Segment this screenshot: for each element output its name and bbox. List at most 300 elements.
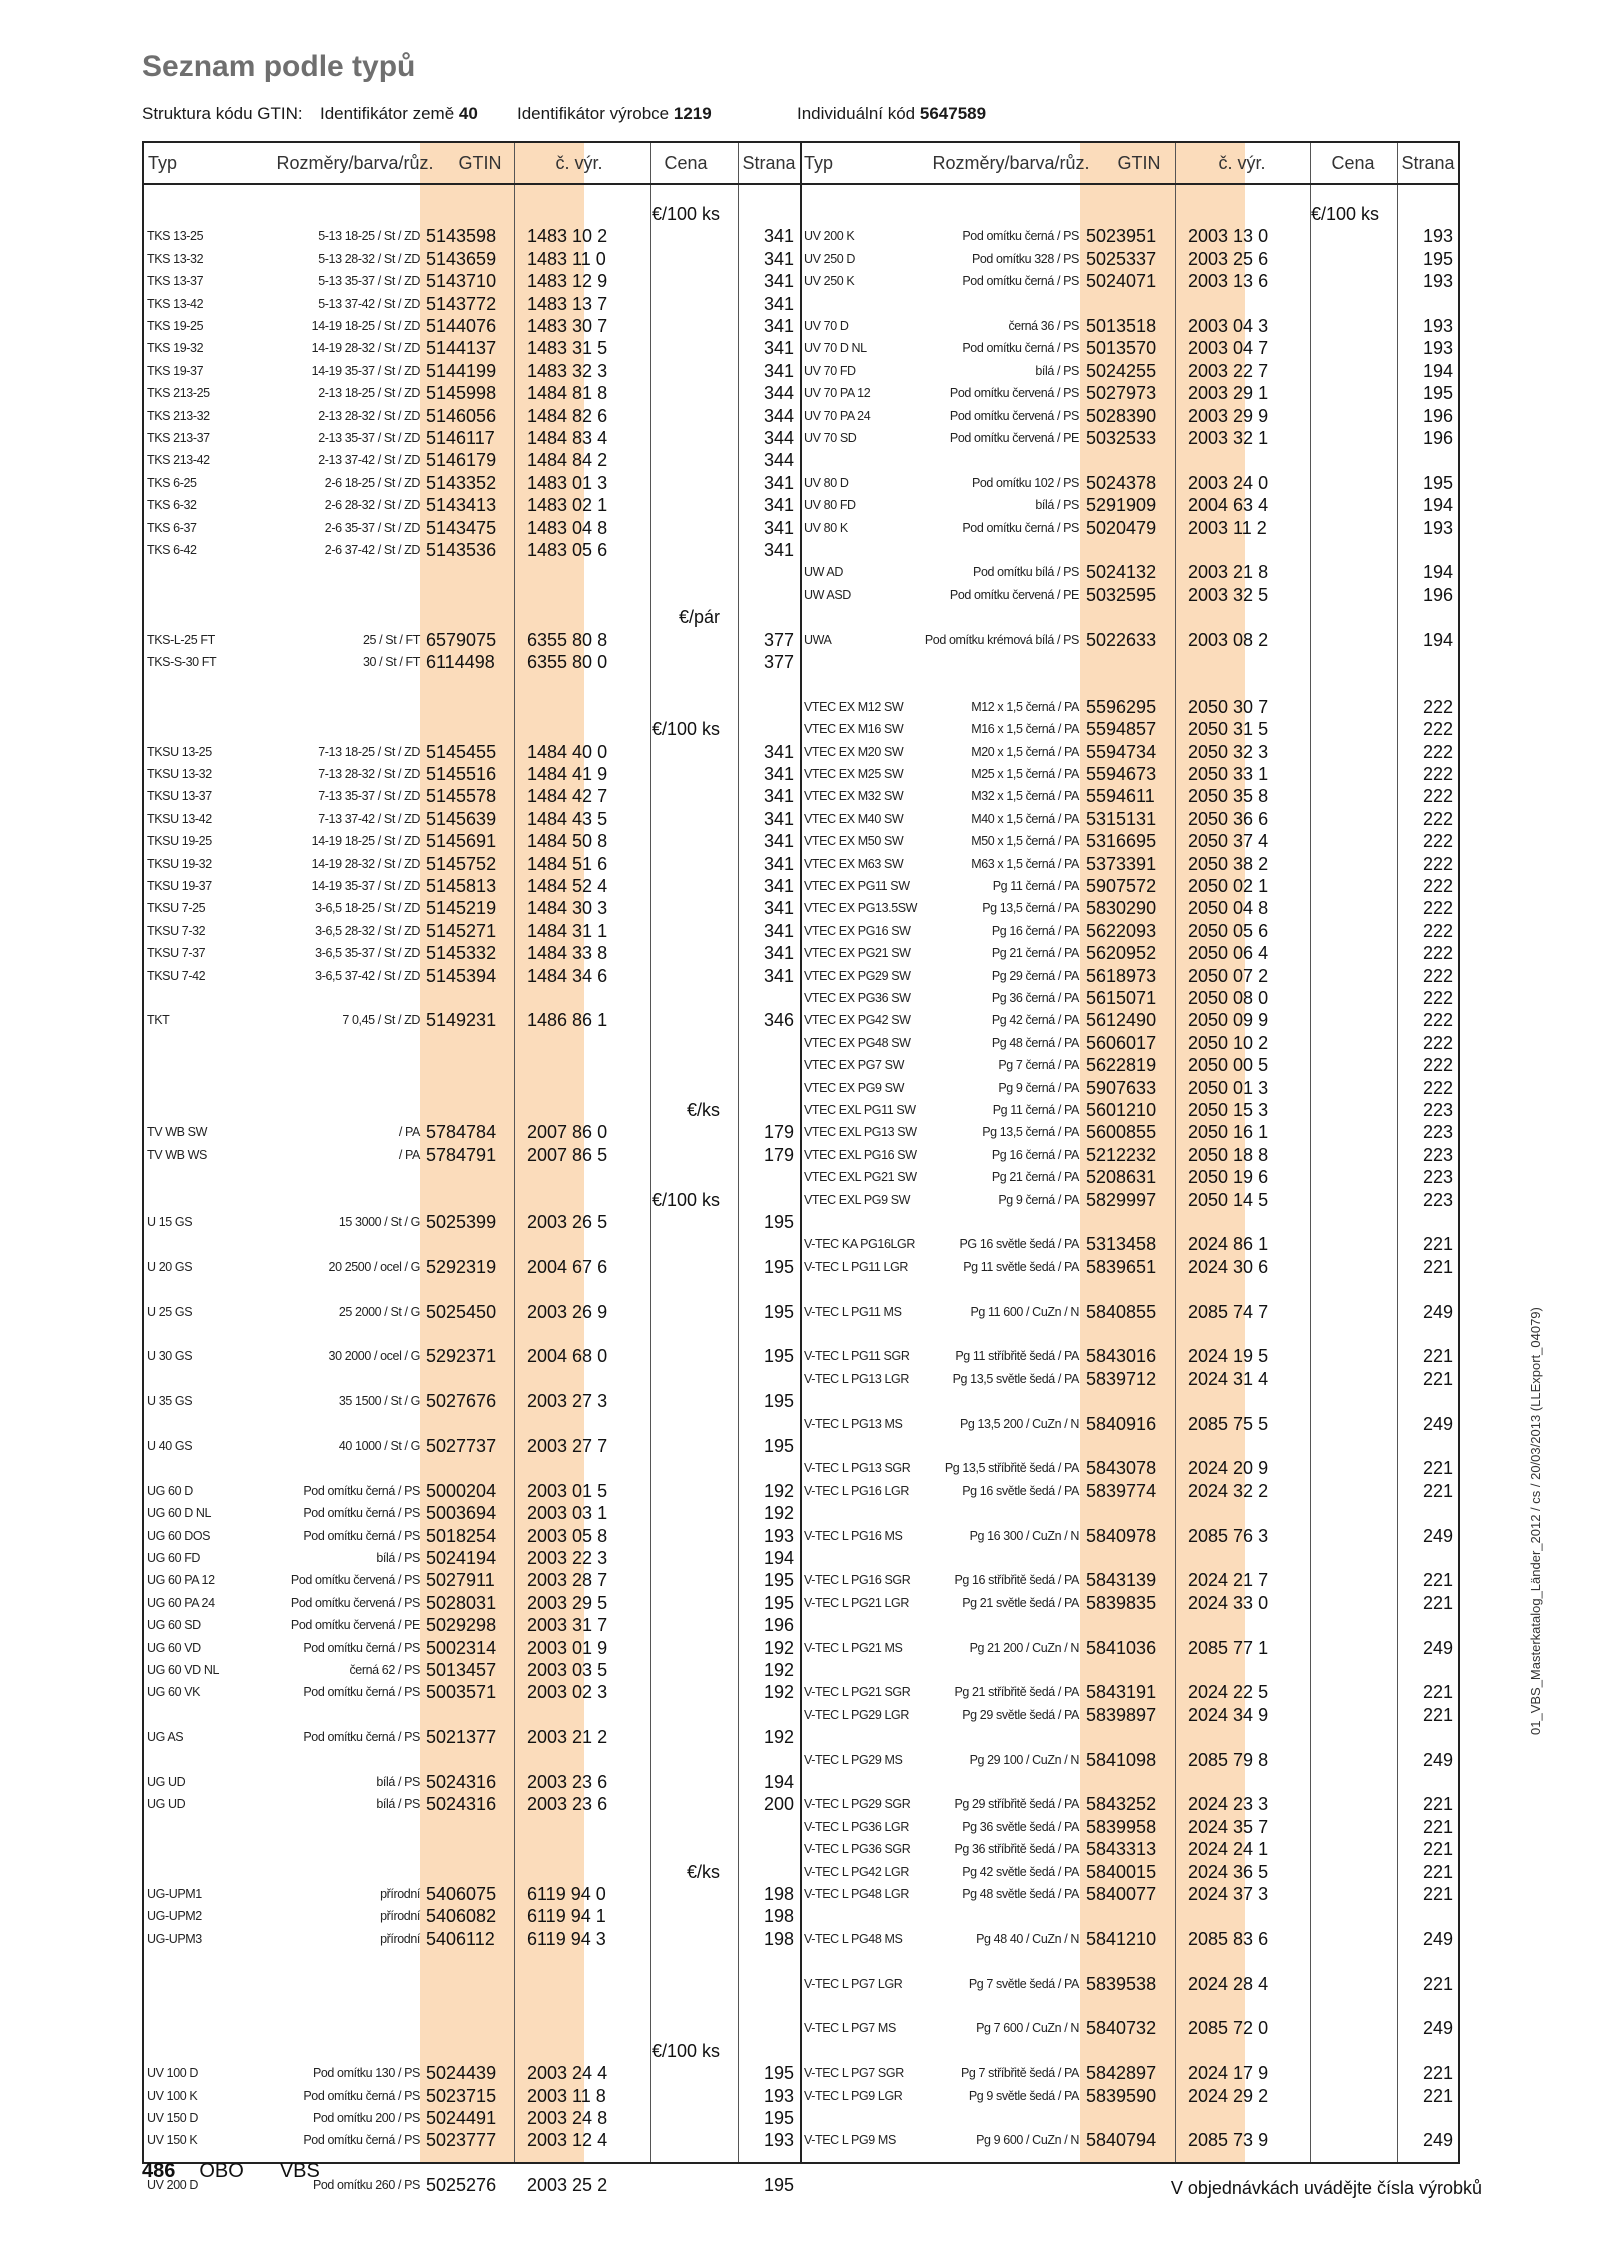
page-cell: 194 (1422, 629, 1453, 650)
product-number-cell: 2050 08 0 (1188, 988, 1269, 1008)
product-number-cell: 6119 94 3 (527, 1928, 606, 1949)
dimensions-cell: černá 62 / PS (349, 1663, 420, 1677)
page-cell: 195 (1422, 248, 1453, 269)
page-cell: 221 (1422, 1884, 1453, 1904)
gtin-cell: 5143710 (426, 271, 497, 292)
gtin-cell: 5841036 (1086, 1637, 1157, 1658)
page-cell: 341 (763, 360, 794, 381)
product-number-cell: 2003 13 0 (1188, 226, 1269, 247)
page-cell: 222 (1422, 764, 1453, 784)
gtin-cell: 5839538 (1086, 1973, 1157, 1994)
dimensions-cell: Pg 7 600 / CuZn / N (976, 2021, 1079, 2036)
gtin-cell: 5145813 (426, 876, 497, 896)
page-cell: 195 (763, 1212, 794, 1232)
page-cell: 195 (763, 1570, 794, 1591)
gtin-cell: 5027911 (426, 1570, 495, 1591)
type-cell: TKS 6-42 (147, 543, 197, 557)
gtin-cell: 5840077 (1086, 1884, 1157, 1904)
product-number-cell: 2050 31 5 (1188, 719, 1269, 740)
type-cell: V-TEC L PG13 SGR (804, 1461, 911, 1476)
product-number-cell: 2003 01 9 (527, 1637, 608, 1658)
product-number-cell: 2003 03 1 (527, 1503, 608, 1524)
page-cell: 377 (763, 629, 794, 650)
gtin-cell: 5029298 (426, 1615, 497, 1636)
dimensions-cell: Pg 16 stříbřitě šedá / PA (954, 1573, 1079, 1588)
dimensions-cell: Pg 29 100 / CuZn / N (969, 1752, 1079, 1767)
page-cell: 341 (763, 943, 794, 964)
dimensions-cell: Pod omítku červená / PE (290, 1618, 420, 1633)
page-cell: 222 (1422, 1055, 1453, 1076)
type-cell: UG-UPM1 (147, 1887, 202, 1901)
header-page: Strana (1401, 153, 1455, 173)
gtin-cell: 5145455 (426, 741, 497, 762)
table-row (142, 225, 1460, 247)
product-number-cell: 2003 13 6 (1188, 271, 1269, 292)
footer-note: V objednávkách uvádějte čísla výrobků (1170, 2178, 1482, 2198)
page-cell: 179 (763, 1122, 794, 1143)
page-cell: 344 (763, 405, 794, 426)
gtin-cell: 5292371 (426, 1346, 497, 1367)
gtin-cell: 5601210 (1086, 1100, 1157, 1120)
page-cell: 221 (1422, 2085, 1453, 2106)
product-number-cell: 1484 50 8 (527, 831, 608, 852)
footer-section: VBS (279, 2160, 320, 2182)
gtin-cell: 5032533 (1086, 428, 1157, 448)
type-cell: VTEC EX M40 SW (804, 811, 904, 826)
page-cell: 195 (763, 2063, 794, 2084)
type-cell: UV 80 D (804, 475, 849, 490)
type-cell: UG 60 VD NL (147, 1663, 220, 1677)
product-number-cell: 2003 04 3 (1188, 316, 1269, 336)
type-cell: U 20 GS (147, 1259, 193, 1274)
product-number-cell: 2024 22 5 (1188, 1682, 1269, 1703)
gtin-cell: 5003571 (426, 1682, 497, 1703)
dimensions-cell: Pg 9 světle šedá / PA (968, 2088, 1079, 2103)
dimensions-cell: Pod omítku černá / PS (303, 1528, 420, 1543)
table-row (142, 1973, 1460, 1995)
table-row (142, 1771, 1460, 1793)
page-cell: 194 (763, 1548, 794, 1568)
table-row (142, 337, 1460, 359)
table-row (142, 472, 1460, 494)
dimensions-cell: M20 x 1,5 černá / PA (971, 744, 1079, 759)
type-cell: V-TEC L PG7 MS (804, 2021, 896, 2036)
page-cell: 195 (763, 1301, 794, 1322)
gtin-cell: 5024316 (426, 1772, 497, 1792)
dimensions-cell: Pod omítku červená / PS (949, 386, 1079, 401)
gtin-cell: 5840855 (1086, 1301, 1157, 1322)
product-number-cell: 2050 00 5 (1188, 1055, 1269, 1076)
gtin-cell: 5594673 (1086, 764, 1157, 784)
dimensions-cell: M40 x 1,5 černá / PA (971, 811, 1079, 826)
page-cell: 341 (763, 472, 794, 493)
dimensions-cell: Pg 48 světle šedá / PA (962, 1887, 1079, 1901)
product-number-cell: 2050 35 8 (1188, 786, 1269, 807)
dimensions-cell: 25 / St / FT (362, 632, 420, 647)
product-number-cell: 1483 01 3 (527, 472, 608, 493)
table-row (142, 1233, 1460, 1255)
gtin-cell: 5840732 (1086, 2018, 1157, 2039)
gtin-cell: 5023951 (1086, 226, 1157, 247)
type-cell: UV 250 D (804, 251, 855, 266)
product-number-cell: 2024 17 9 (1188, 2063, 1269, 2084)
gtin-cell: 6114498 (426, 652, 495, 672)
page-cell: 222 (1422, 808, 1453, 829)
product-number-cell: 2003 12 4 (527, 2130, 608, 2151)
table-row (142, 1547, 1460, 1569)
page-cell: 341 (763, 495, 794, 516)
type-cell: UG 60 FD (147, 1551, 201, 1565)
dimensions-cell: Pod omítku černá / PS (303, 1685, 420, 1700)
dimensions-cell: Pg 21 stříbřitě šedá / PA (954, 1685, 1079, 1700)
dimensions-cell: 14-19 28-32 / St / ZD (311, 341, 420, 356)
type-cell: TKS-S-30 FT (147, 655, 217, 669)
header-page: Strana (742, 153, 796, 173)
dimensions-cell: Pod omítku černá / PS (962, 274, 1079, 289)
dimensions-cell: 14-19 35-37 / St / ZD (311, 363, 420, 378)
type-cell: TKS 19-37 (147, 363, 204, 378)
page-cell: 195 (763, 1391, 794, 1412)
type-cell: V-TEC L PG21 MS (804, 1640, 903, 1655)
dimensions-cell: Pod omítku 260 / PS (312, 2178, 420, 2193)
type-cell: UV 150 D (147, 2111, 198, 2125)
dimensions-cell: Pg 36 stříbřitě šedá / PA (954, 1842, 1079, 1857)
product-number-cell: 1483 13 7 (527, 293, 608, 314)
type-cell: V-TEC L PG9 LGR (804, 2088, 903, 2103)
product-number-cell: 2024 33 0 (1188, 1592, 1269, 1613)
dimensions-cell: Pg 11 stříbřitě šedá / PA (955, 1349, 1079, 1364)
product-number-cell: 2085 75 5 (1188, 1413, 1269, 1434)
gtin-cell: 5606017 (1086, 1032, 1157, 1053)
product-number-cell: 2085 76 3 (1188, 1525, 1269, 1546)
gtin-cell: 5830290 (1086, 898, 1157, 919)
page-cell: 193 (763, 1525, 794, 1546)
type-cell: VTEC EX PG36 SW (804, 991, 911, 1005)
page-cell: 221 (1422, 1704, 1453, 1725)
type-cell: UG 60 D NL (147, 1506, 212, 1521)
dimensions-cell: 25 2000 / St / G (338, 1304, 420, 1319)
product-number-cell: 2024 34 9 (1188, 1704, 1269, 1725)
dimensions-cell: Pod omítku 102 / PS (971, 475, 1079, 490)
page-cell: 193 (1422, 338, 1453, 359)
page-cell: 195 (763, 1346, 794, 1367)
product-number-cell: 2085 72 0 (1188, 2018, 1269, 2039)
type-cell: V-TEC L PG11 SGR (804, 1349, 910, 1364)
page-cell: 195 (763, 2108, 794, 2128)
dimensions-cell: Pod omítku 200 / PS (312, 2111, 420, 2125)
type-cell: V-TEC L PG7 SGR (804, 2066, 904, 2081)
gtin-cell: 5145752 (426, 853, 497, 874)
page-cell: 193 (1422, 271, 1453, 292)
product-number-cell: 2024 28 4 (1188, 1973, 1269, 1994)
gtin-cell: 5000204 (426, 1480, 497, 1501)
page-cell: 195 (763, 1256, 794, 1277)
table-row (142, 449, 1460, 471)
gtin-cell: 5145998 (426, 383, 497, 404)
product-number-cell: 2050 38 2 (1188, 853, 1269, 874)
gtin-cell: 5145394 (426, 965, 497, 986)
type-cell: V-TEC L PG7 LGR (804, 1976, 903, 1991)
table-row (142, 942, 1460, 964)
gtin-cell: 5612490 (1086, 1010, 1157, 1031)
price-unit-label: €/100 ks (651, 2040, 720, 2061)
type-cell: UV 250 K (804, 274, 855, 289)
gtin-cell: 5146179 (426, 450, 497, 471)
page-cell: 200 (763, 1794, 794, 1815)
gtin-cell: 5907633 (1086, 1077, 1157, 1098)
gtin-cell: 5032595 (1086, 584, 1157, 605)
page-cell: 341 (763, 540, 794, 560)
type-cell: VTEC EXL PG16 SW (804, 1147, 917, 1162)
page-cell: 249 (1422, 2018, 1453, 2039)
product-number-cell: 2003 23 6 (527, 1772, 608, 1792)
dimensions-cell: Pg 11 světle šedá / PA (963, 1259, 1079, 1274)
dimensions-cell: Pg 9 600 / CuZn / N (976, 2133, 1079, 2148)
dimensions-cell: Pg 13,5 stříbřitě šedá / PA (944, 1461, 1079, 1476)
dimensions-cell: Pg 13,5 černá / PA (982, 901, 1079, 916)
dimensions-cell: bílá / PS (1035, 498, 1079, 513)
dimensions-cell: Pg 7 světle šedá / PA (968, 1976, 1079, 1991)
gtin-cell: 5843191 (1086, 1682, 1157, 1703)
page-cell: 249 (1422, 1413, 1453, 1434)
dimensions-cell: Pg 13,5 černá / PA (982, 1125, 1079, 1140)
table-row (142, 248, 1460, 270)
product-number-cell: 2003 27 3 (527, 1391, 608, 1412)
product-number-cell: 2003 23 6 (527, 1794, 608, 1815)
product-number-cell: 2003 24 4 (527, 2063, 608, 2084)
type-cell: UG 60 SD (147, 1618, 201, 1633)
gtin-cell: 5291909 (1086, 495, 1157, 516)
type-cell: TKSU 13-32 (147, 767, 212, 781)
type-cell: V-TEC L PG36 LGR (804, 1819, 909, 1834)
product-number-cell: 2050 16 1 (1188, 1122, 1269, 1143)
gtin-structure-label: Struktura kódu GTIN: (142, 104, 303, 123)
type-cell: VTEC EX M20 SW (804, 744, 904, 759)
header-divider (142, 183, 1460, 185)
dimensions-cell: 5-13 28-32 / St / ZD (318, 251, 420, 266)
product-number-cell: 2024 29 2 (1188, 2085, 1269, 2106)
type-cell: UV 70 D NL (804, 341, 867, 356)
type-cell: UV 70 FD (804, 363, 856, 378)
table-row (142, 696, 1460, 718)
page-cell: 223 (1422, 1100, 1453, 1120)
gtin-cell: 5839712 (1086, 1368, 1157, 1389)
product-number-cell: 2003 08 2 (1188, 629, 1269, 650)
dimensions-cell: Pod omítku bílá / PS (973, 565, 1079, 580)
dimensions-cell: Pod omítku černá / PS (303, 1730, 420, 1745)
page-cell: 341 (763, 271, 794, 292)
page-cell: 221 (1422, 1570, 1453, 1591)
page-cell: 221 (1422, 1816, 1453, 1837)
dimensions-cell: Pg 29 černá / PA (991, 968, 1079, 983)
page-cell: 192 (763, 1660, 794, 1680)
dimensions-cell: bílá / PS (1035, 363, 1079, 378)
type-cell: UG UD (147, 1797, 186, 1812)
dimensions-cell: Pg 21 černá / PA (991, 946, 1079, 961)
dimensions-cell: přírodní (380, 1887, 420, 1901)
table-row (142, 1480, 1460, 1502)
product-number-cell: 6355 80 8 (527, 629, 608, 650)
page-cell: 341 (763, 853, 794, 874)
type-cell: TKS-L-25 FT (147, 632, 215, 647)
page-cell: 221 (1422, 1234, 1453, 1255)
gtin-cell: 5841210 (1086, 1928, 1157, 1949)
dimensions-cell: Pod omítku černá / PS (962, 229, 1079, 244)
type-cell: UV 80 FD (804, 498, 856, 513)
table-row (142, 1793, 1460, 1815)
page-cell: 198 (763, 1928, 794, 1949)
product-number-cell: 2003 02 3 (527, 1682, 608, 1703)
page-cell: 192 (763, 1503, 794, 1524)
table-row (142, 763, 1460, 785)
page-cell: 196 (1422, 405, 1453, 426)
product-number-cell: 1483 11 0 (527, 248, 606, 269)
table-row (142, 1883, 1460, 1905)
dimensions-cell: Pod omítku černá / PS (303, 1640, 420, 1655)
type-cell: TKS 213-25 (147, 386, 210, 401)
product-number-cell: 1484 43 5 (527, 808, 608, 829)
type-cell: VTEC EX PG13.5SW (804, 901, 918, 916)
page-cell: 221 (1422, 1256, 1453, 1277)
product-number-cell: 2003 04 7 (1188, 338, 1269, 359)
table-row (142, 1009, 1460, 1031)
page-title: Seznam podle typů (142, 50, 416, 83)
type-cell: TKS 6-37 (147, 520, 197, 535)
page-cell: 344 (763, 450, 794, 471)
dimensions-cell: / PA (398, 1125, 420, 1140)
type-cell: UG 60 DOS (147, 1528, 211, 1543)
price-unit-label: €/100 ks (651, 1189, 720, 1210)
page-cell: 195 (1422, 472, 1453, 493)
table-row (142, 1614, 1460, 1636)
product-number-cell: 2050 18 8 (1188, 1144, 1269, 1165)
dimensions-cell: 2-13 28-32 / St / ZD (318, 408, 420, 423)
gtin-cell: 5373391 (1086, 853, 1157, 874)
gtin-cell: 5406112 (426, 1928, 495, 1949)
product-number-cell: 1484 84 2 (527, 450, 608, 471)
gtin-cell: 5843139 (1086, 1570, 1157, 1591)
page-cell: 193 (763, 2085, 794, 2106)
table-row (142, 808, 1460, 830)
dimensions-cell: Pod omítku černá / PS (303, 2133, 420, 2148)
dimensions-cell: Pg 11 600 / CuZn / N (970, 1304, 1079, 1319)
type-cell: TKS 13-32 (147, 251, 204, 266)
dimensions-cell: 2-13 18-25 / St / ZD (318, 386, 420, 401)
type-cell: VTEC EX M50 SW (804, 834, 904, 849)
page-cell: 196 (1422, 584, 1453, 605)
product-number-cell: 2024 21 7 (1188, 1570, 1269, 1591)
type-cell: VTEC EX PG7 SW (804, 1058, 904, 1073)
type-cell: VTEC EXL PG21 SW (804, 1170, 917, 1185)
type-cell: VTEC EX M32 SW (804, 789, 904, 804)
gtin-cell: 5839897 (1086, 1704, 1157, 1725)
dimensions-cell: bílá / PS (376, 1775, 420, 1789)
type-cell: TKSU 19-37 (147, 879, 212, 893)
gtin-cell: 5028390 (1086, 405, 1157, 426)
type-cell: UG-UPM3 (147, 1931, 202, 1946)
dimensions-cell: Pod omítku černá / PS (962, 520, 1079, 535)
product-number-cell: 2024 24 1 (1188, 1839, 1269, 1860)
dimensions-cell: 3-6,5 37-42 / St / ZD (315, 968, 420, 983)
dimensions-cell: Pg 13,5 200 / CuZn / N (959, 1416, 1079, 1431)
gtin-cell: 5622819 (1086, 1055, 1157, 1076)
dimensions-cell: Pod omítku červená / PE (949, 431, 1079, 445)
type-cell: TV WB WS (147, 1147, 207, 1162)
page-cell: 249 (1422, 1525, 1453, 1546)
table-row (142, 293, 1460, 315)
page-cell: 341 (763, 316, 794, 336)
type-cell: VTEC EX M25 SW (804, 767, 904, 781)
gtin-cell: 5145516 (426, 764, 497, 784)
page-cell: 195 (763, 2175, 794, 2196)
type-cell: VTEC EX M63 SW (804, 856, 904, 871)
product-number-cell: 2024 30 6 (1188, 1256, 1269, 1277)
type-cell: UW ASD (804, 587, 851, 602)
product-number-cell: 1484 83 4 (527, 428, 608, 448)
product-number-cell: 2050 19 6 (1188, 1167, 1269, 1188)
page-cell: 194 (763, 1772, 794, 1792)
gtin-cell: 5839774 (1086, 1480, 1157, 1501)
gtin-cell: 5027737 (426, 1436, 497, 1456)
dimensions-cell: Pod omítku červená / PS (949, 408, 1079, 423)
type-cell: UG UD (147, 1775, 186, 1789)
country-identifier: Identifikátor země 40 (320, 104, 478, 123)
dimensions-cell: Pg 29 stříbřitě šedá / PA (954, 1797, 1079, 1812)
product-number-cell: 2003 05 8 (527, 1525, 608, 1546)
table-row (142, 1502, 1460, 1524)
dimensions-cell: Pod omítku černá / PS (303, 1506, 420, 1521)
gtin-cell: 5907572 (1086, 876, 1157, 896)
product-number-cell: 1484 82 6 (527, 405, 608, 426)
product-number-cell: 2050 32 3 (1188, 741, 1269, 762)
type-cell: TKS 213-37 (147, 431, 210, 445)
type-cell: TKSU 7-42 (147, 968, 206, 983)
page-cell: 193 (763, 2130, 794, 2151)
table-row (142, 1704, 1460, 1726)
table-row (142, 965, 1460, 987)
type-cell: VTEC EX M16 SW (804, 722, 904, 737)
gtin-cell: 5600855 (1086, 1122, 1157, 1143)
product-number-cell: 2050 10 2 (1188, 1032, 1269, 1053)
gtin-cell: 5024255 (1086, 360, 1157, 381)
page-cell: 222 (1422, 1010, 1453, 1031)
table-row (142, 1413, 1460, 1435)
type-cell: V-TEC L PG21 LGR (804, 1595, 909, 1610)
dimensions-cell: 7-13 37-42 / St / ZD (318, 811, 420, 826)
type-cell: TKSU 7-37 (147, 946, 206, 961)
product-number-cell: 2024 32 2 (1188, 1480, 1269, 1501)
table-row (142, 1838, 1460, 1860)
product-number-cell: 1483 32 3 (527, 360, 608, 381)
dimensions-cell: 14-19 18-25 / St / ZD (311, 834, 420, 849)
type-cell: V-TEC L PG36 SGR (804, 1842, 911, 1857)
type-cell: UG 60 D (147, 1483, 193, 1498)
page-cell: 222 (1422, 741, 1453, 762)
table-row (142, 897, 1460, 919)
page-cell: 341 (763, 248, 794, 269)
gtin-cell: 5143475 (426, 517, 497, 538)
page-cell: 341 (763, 786, 794, 807)
product-number-cell: 2050 05 6 (1188, 920, 1269, 941)
table-row (142, 2062, 1460, 2084)
type-cell: UWA (804, 632, 832, 647)
type-cell: UV 70 D (804, 319, 849, 333)
type-cell: V-TEC L PG29 LGR (804, 1707, 909, 1722)
type-cell: UV 100 K (147, 2088, 198, 2103)
gtin-cell: 5145332 (426, 943, 497, 964)
product-number-cell: 2024 86 1 (1188, 1234, 1269, 1255)
dimensions-cell: 3-6,5 35-37 / St / ZD (315, 946, 420, 961)
